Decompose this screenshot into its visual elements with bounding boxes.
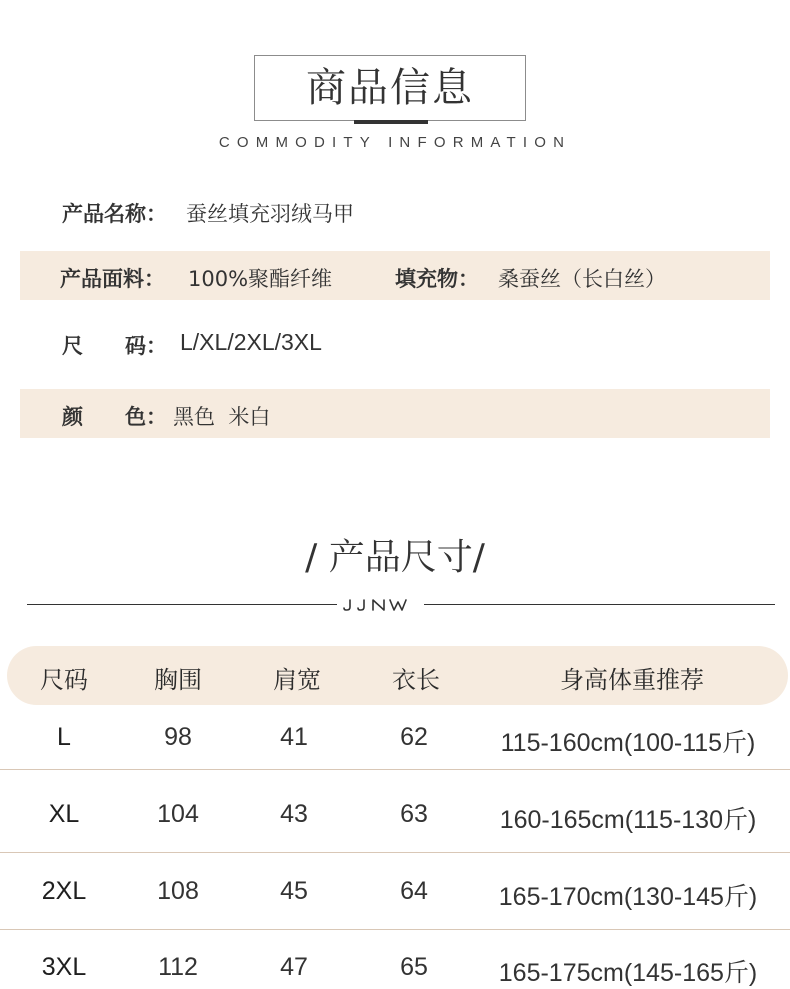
- divider-right: [424, 604, 775, 605]
- table-cell-size: L: [57, 723, 71, 751]
- table-cell-length: 65: [400, 953, 428, 981]
- table-cell-recommend: 115-160cm(100-115斤): [500, 729, 756, 757]
- info-label-color: 颜 色：: [62, 405, 167, 429]
- col-header-length: 衣长: [392, 666, 440, 694]
- col-header-shoulder: 肩宽: [273, 666, 321, 694]
- info-row-fabric: [20, 251, 770, 300]
- table-cell-recommend: 160-165cm(115-130斤): [499, 806, 757, 834]
- title-underline: [354, 120, 428, 124]
- table-cell-length: 64: [400, 877, 428, 905]
- table-cell-recommend: 165-175cm(145-165斤): [498, 959, 758, 987]
- info-row-color: [20, 389, 770, 438]
- info-value-size: L/XL/2XL/3XL: [180, 329, 322, 355]
- info-value-name: 蚕丝填充羽绒马甲: [186, 202, 354, 226]
- brand-logo-icon: [340, 597, 420, 613]
- size-section-title: / 产品尺寸/: [305, 537, 485, 578]
- table-cell-shoulder: 41: [280, 723, 308, 751]
- col-header-chest: 胸围: [154, 666, 202, 694]
- divider-left: [27, 604, 337, 605]
- row-divider: [0, 852, 790, 853]
- info-value-filling: 桑蚕丝（长白丝）: [498, 267, 666, 291]
- info-label-filling: 填充物：: [395, 267, 479, 291]
- info-row-name: [20, 187, 770, 236]
- table-cell-size: XL: [48, 800, 80, 828]
- table-cell-length: 62: [400, 723, 428, 751]
- section-subtitle: COMMODITY INFORMATION: [218, 134, 572, 151]
- info-row-size: [20, 319, 770, 368]
- section-title: 商品信息: [306, 65, 474, 111]
- table-cell-size: 2XL: [41, 877, 87, 905]
- info-label-size: 尺 码：: [62, 334, 167, 358]
- info-value-fabric: 100%聚酯纤维: [188, 267, 333, 291]
- info-label-fabric: 产品面料：: [60, 267, 165, 291]
- table-cell-chest: 98: [164, 723, 192, 751]
- table-cell-shoulder: 45: [280, 877, 308, 905]
- table-cell-recommend: 165-170cm(130-145斤): [498, 883, 758, 911]
- info-label-name: 产品名称：: [62, 202, 167, 226]
- table-cell-chest: 112: [158, 953, 198, 981]
- row-divider: [0, 769, 790, 770]
- col-header-size: 尺码: [40, 666, 88, 694]
- col-header-recommend: 身高体重推荐: [560, 666, 704, 694]
- info-value-color: 黑色 米白: [173, 405, 271, 429]
- table-cell-chest: 104: [157, 800, 199, 828]
- row-divider: [0, 929, 790, 930]
- table-cell-shoulder: 47: [280, 953, 308, 981]
- table-cell-chest: 108: [157, 877, 199, 905]
- table-cell-shoulder: 43: [280, 800, 308, 828]
- table-cell-size: 3XL: [41, 953, 87, 981]
- table-cell-length: 63: [400, 800, 428, 828]
